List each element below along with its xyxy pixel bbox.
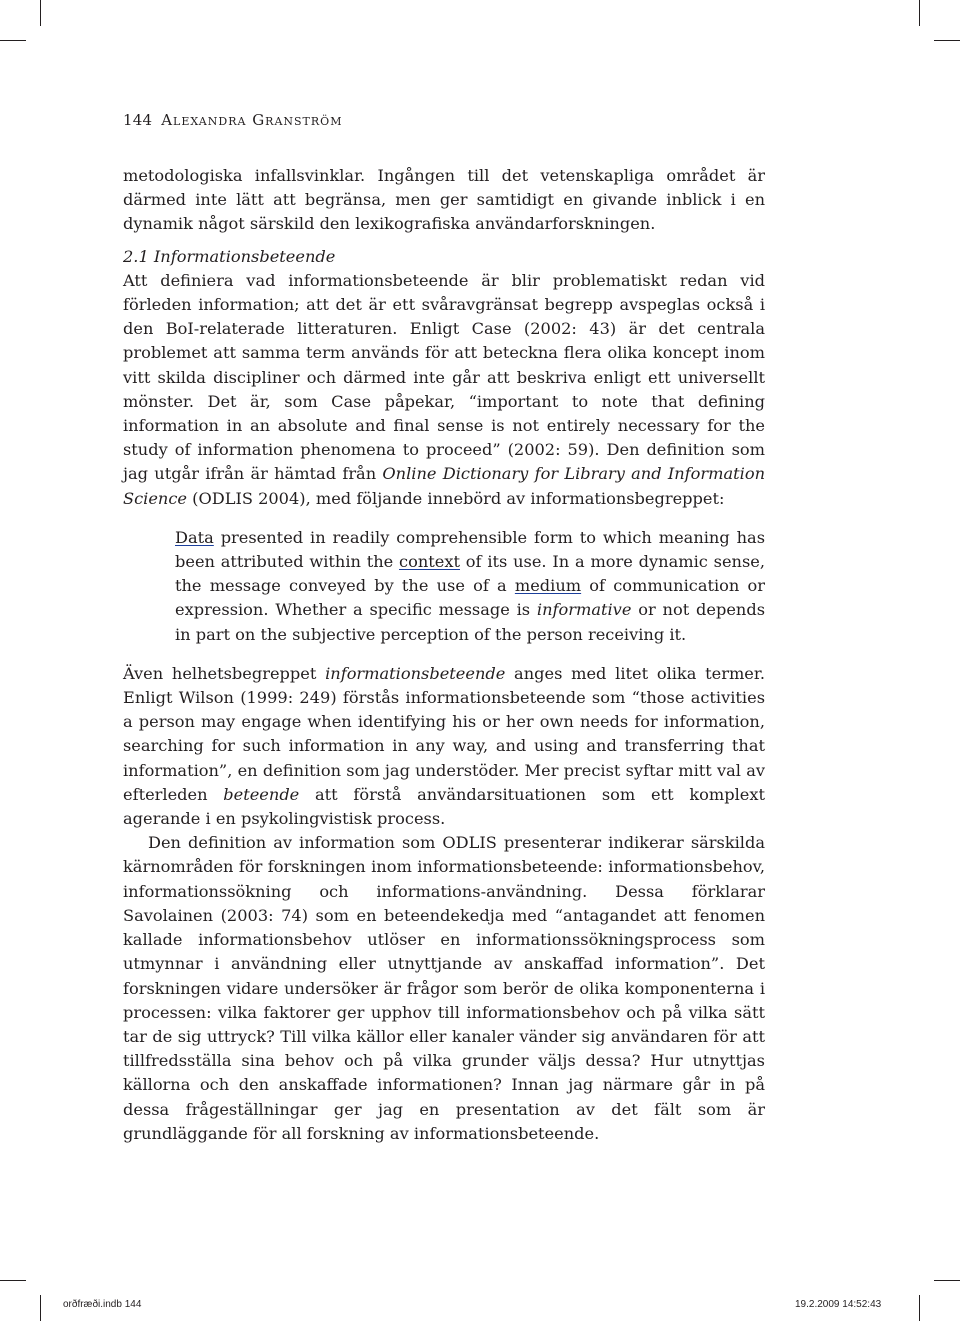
crop-mark-top-right-vertical xyxy=(919,0,920,26)
crop-mark-top-left-vertical xyxy=(40,0,41,26)
term-emphasis: informationsbeteende xyxy=(325,663,506,683)
running-head-author: Alexandra Granström xyxy=(161,111,343,129)
link-data[interactable]: Data xyxy=(175,527,214,547)
odlis-title: Online Dictionary for Library and Information Science xyxy=(123,464,765,508)
crop-mark-bottom-right-vertical xyxy=(919,1295,920,1321)
running-head xyxy=(123,107,765,133)
page-content xyxy=(123,107,765,1146)
paragraph-text: Att definiera vad informationsbeteende är blir problematiskt redan vid förleden information; att det är ett svåravgränsat begrepp avspeglas också i den BoI-relaterade litteraturen. Enligt Case (2002: 43) är det centrala problemet att samma term används för att beteckna flera olika koncept inom vitt skilda discipliner och därmed inte går att beskriva enligt ett universellt mönster. Det är, som Case påpekar, “important to note that defining information in an absolute and final sense is not entirely necessary for the study of information phenomena to proceed” (2002: 59). Den definition som jag utgår ifrån är hämtad från xyxy=(123,270,765,484)
crop-mark-top-right-horizontal xyxy=(934,40,960,41)
footer-file-info: orðfræði.indb 144 xyxy=(63,1299,142,1310)
crop-mark-bottom-left-horizontal xyxy=(0,1280,26,1281)
paragraph-odlis: Den definition av information som ODLIS presenterar indikerar särskilda kärnområden för forskningen inom informationsbeteende: informationsbehov, informationssökning och informations-användning. Dessa förklarar Savolainen (2003: 74) som en beteendekedja med “antagandet att fenomen kallade informationsbehov utlöser en informationssökningsprocess som utmynnar i användning eller utnyttjande av anskaffad information”. Det forskningen vidare undersöker är frågor som berör de olika komponenterna i processen: vilka faktorer ger upphov till informationsbehov och på vilka sätt tar de sig uttryck? Till vilka källor eller kanaler vänder sig användaren för att tillfredsställa sina behov och på vilka grunder väljs dessa? Hur utnyttjas källorna och den anskaffade informationen? Innan jag närmare går in på dessa frågeställningar ger jag en presentation av det fält som är grundläggande för all forskning av informationsbeteende. xyxy=(123,833,765,1143)
crop-mark-bottom-left-vertical xyxy=(40,1295,41,1321)
crop-mark-top-left-horizontal xyxy=(0,40,26,41)
quote-text: of communication or expression. Whether a specific message is xyxy=(175,576,765,620)
paragraph-continuation: metodologiska infallsvinklar. Ingången till det vetenskapliga området är därmed inte lätt att begränsa, men ger samtidigt en givande inblick i en dynamik något särskild den lexikografiska användarforskningen. xyxy=(123,166,765,234)
link-context[interactable]: context xyxy=(399,552,460,572)
quote-emphasis: informative xyxy=(536,600,632,620)
quote-text: of its use. In a more dynamic sense, the message conveyed by the use of a xyxy=(175,552,765,596)
paragraph-wilson xyxy=(123,662,765,831)
quote-text: or not depends in part on the subjective perception of the person receiving it. xyxy=(175,600,766,644)
paragraph-text: att förstå användarsituationen som ett komplext agerande i en psykolingvistisk process. xyxy=(123,784,765,829)
quote-text: presented in readily comprehensible form to which meaning has been attributed within the xyxy=(175,527,765,572)
term-emphasis: beteende xyxy=(223,784,300,804)
footer-timestamp: 19.2.2009 14:52:43 xyxy=(795,1299,882,1310)
paragraph-text: (ODLIS 2004), med följande innebörd av informationsbegreppet: xyxy=(186,488,725,508)
paragraph-definition xyxy=(123,269,765,511)
paragraph-text: Även helhetsbegreppet xyxy=(123,663,326,683)
link-medium[interactable]: medium xyxy=(514,576,582,596)
paragraph-text: anges med litet olika termer. Enligt Wilson (1999: 249) förstås informationsbeteende som “those activities a person may engage when identifying his or her own needs for information, searching for such information in any way, and using and transferring that information”, en definition som jag understöder. Mer precist syftar mitt val av efterleden xyxy=(123,663,765,804)
block-quote xyxy=(175,526,765,647)
section-heading: 2.1 Informationsbeteende xyxy=(123,246,336,266)
page-number: 144 xyxy=(123,111,153,129)
crop-mark-bottom-right-horizontal xyxy=(934,1280,960,1281)
